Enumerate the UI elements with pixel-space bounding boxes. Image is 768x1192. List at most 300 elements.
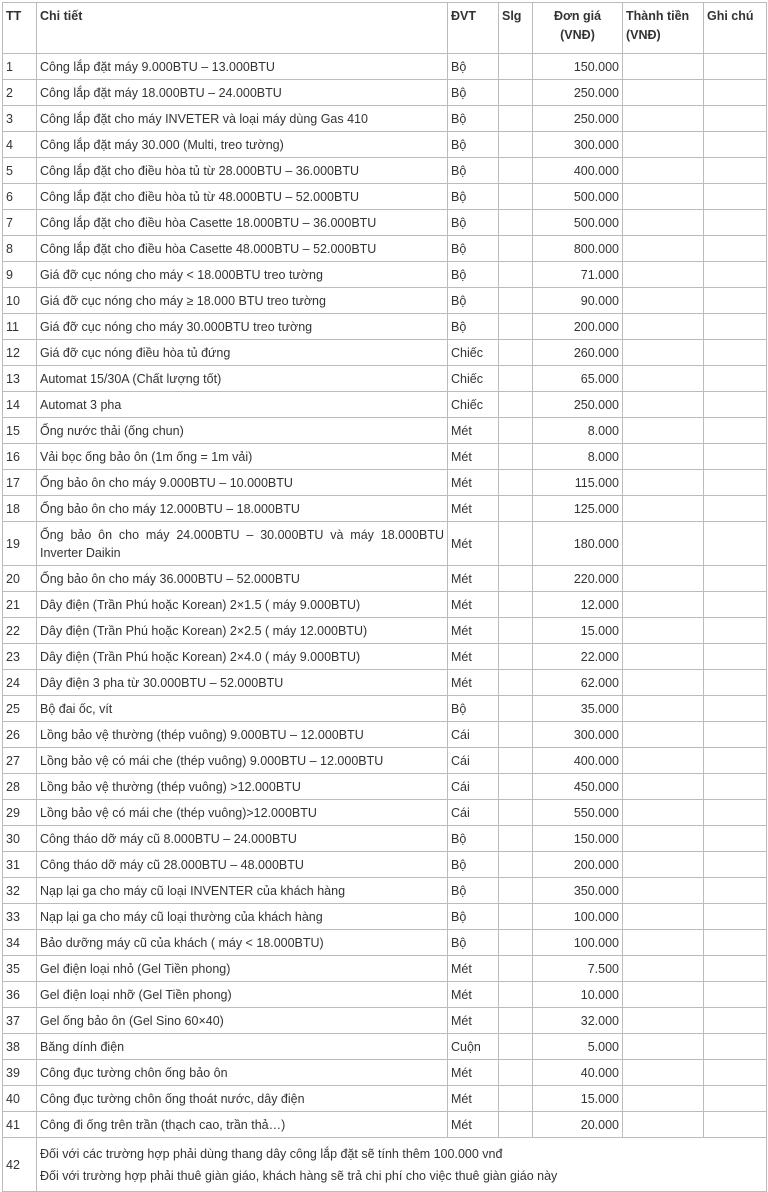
row-note [704, 132, 767, 158]
row-price: 800.000 [533, 236, 623, 262]
row-price: 220.000 [533, 566, 623, 592]
row-total [623, 444, 704, 470]
col-header-unit: ĐVT [448, 3, 499, 54]
row-qty [499, 210, 533, 236]
row-tt: 10 [3, 288, 37, 314]
row-qty [499, 644, 533, 670]
row-price: 180.000 [533, 522, 623, 566]
row-tt: 14 [3, 392, 37, 418]
row-tt: 5 [3, 158, 37, 184]
row-total [623, 470, 704, 496]
row-unit: Bộ [448, 262, 499, 288]
row-total [623, 566, 704, 592]
row-detail: Công đục tường chôn ống bảo ôn [37, 1060, 448, 1086]
row-detail: Bảo dưỡng máy cũ của khách ( máy < 18.000BTU) [37, 930, 448, 956]
row-total [623, 748, 704, 774]
row-tt: 31 [3, 852, 37, 878]
row-total [623, 982, 704, 1008]
row-detail: Dây điện (Trần Phú hoặc Korean) 2×2.5 ( máy 12.000BTU) [37, 618, 448, 644]
row-unit: Bộ [448, 314, 499, 340]
row-total [623, 236, 704, 262]
row-detail: Gel điện loại nhỏ (Gel Tiền phong) [37, 956, 448, 982]
row-price: 15.000 [533, 1086, 623, 1112]
row-tt: 12 [3, 340, 37, 366]
row-unit: Bộ [448, 132, 499, 158]
row-tt: 42 [3, 1138, 37, 1192]
row-note [704, 288, 767, 314]
row-unit: Bộ [448, 878, 499, 904]
row-unit: Cái [448, 774, 499, 800]
row-unit: Mét [448, 1112, 499, 1138]
row-tt: 15 [3, 418, 37, 444]
row-price: 500.000 [533, 184, 623, 210]
row-note [704, 1008, 767, 1034]
row-unit: Mét [448, 444, 499, 470]
row-price: 300.000 [533, 722, 623, 748]
row-note [704, 314, 767, 340]
row-qty [499, 904, 533, 930]
row-detail: Băng dính điện [37, 1034, 448, 1060]
row-note [704, 262, 767, 288]
row-note [704, 1112, 767, 1138]
table-row [3, 1112, 767, 1138]
row-qty [499, 878, 533, 904]
note-line-ladder: Đối với các trường hợp phải dùng thang dây công lắp đặt sẽ tính thêm 100.000 vnđ [40, 1146, 503, 1161]
row-price: 450.000 [533, 774, 623, 800]
row-price: 250.000 [533, 106, 623, 132]
row-note [704, 956, 767, 982]
row-qty [499, 722, 533, 748]
row-detail: Công lắp đặt cho điều hòa Casette 18.000BTU – 36.000BTU [37, 210, 448, 236]
row-qty [499, 1112, 533, 1138]
row-unit: Bộ [448, 106, 499, 132]
table-row [3, 54, 767, 80]
row-total [623, 956, 704, 982]
row-tt: 23 [3, 644, 37, 670]
row-total [623, 644, 704, 670]
row-detail: Công lắp đặt cho điều hòa Casette 48.000BTU – 52.000BTU [37, 236, 448, 262]
table-row [3, 470, 767, 496]
row-detail: Công lắp đặt máy 18.000BTU – 24.000BTU [37, 80, 448, 106]
row-qty [499, 670, 533, 696]
row-detail: Vải bọc ống bảo ôn (1m ống = 1m vải) [37, 444, 448, 470]
row-total [623, 54, 704, 80]
row-price: 115.000 [533, 470, 623, 496]
row-tt: 7 [3, 210, 37, 236]
col-header-total: Thành tiền (VNĐ) [623, 3, 704, 54]
row-total [623, 340, 704, 366]
row-note [704, 418, 767, 444]
row-note [704, 826, 767, 852]
row-detail: Nạp lại ga cho máy cũ loại thường của khách hàng [37, 904, 448, 930]
row-note [704, 340, 767, 366]
row-note [704, 722, 767, 748]
row-tt: 21 [3, 592, 37, 618]
row-unit: Bộ [448, 184, 499, 210]
row-tt: 4 [3, 132, 37, 158]
row-qty [499, 774, 533, 800]
row-total [623, 418, 704, 444]
row-total [623, 1034, 704, 1060]
row-tt: 8 [3, 236, 37, 262]
row-total [623, 496, 704, 522]
row-tt: 35 [3, 956, 37, 982]
row-detail: Ống bảo ôn cho máy 36.000BTU – 52.000BTU [37, 566, 448, 592]
row-unit: Mét [448, 522, 499, 566]
row-unit: Bộ [448, 904, 499, 930]
row-unit: Chiếc [448, 340, 499, 366]
row-unit: Bộ [448, 852, 499, 878]
row-unit: Mét [448, 1086, 499, 1112]
col-header-detail: Chi tiết [37, 3, 448, 54]
table-row [3, 288, 767, 314]
row-note [704, 522, 767, 566]
row-tt: 30 [3, 826, 37, 852]
col-header-tt: TT [3, 3, 37, 54]
row-qty [499, 956, 533, 982]
row-unit: Chiếc [448, 366, 499, 392]
row-tt: 32 [3, 878, 37, 904]
row-tt: 11 [3, 314, 37, 340]
row-detail: Dây điện (Trần Phú hoặc Korean) 2×4.0 ( máy 9.000BTU) [37, 644, 448, 670]
row-note [704, 184, 767, 210]
table-row [3, 184, 767, 210]
row-price: 200.000 [533, 314, 623, 340]
note-cell [37, 1138, 767, 1192]
row-qty [499, 1008, 533, 1034]
row-unit: Mét [448, 956, 499, 982]
header-row [3, 3, 767, 54]
row-detail: Giá đỡ cục nóng điều hòa tủ đứng [37, 340, 448, 366]
row-detail: Dây điện 3 pha từ 30.000BTU – 52.000BTU [37, 670, 448, 696]
row-price: 32.000 [533, 1008, 623, 1034]
row-note [704, 618, 767, 644]
row-qty [499, 982, 533, 1008]
row-total [623, 1112, 704, 1138]
row-detail: Công lắp đặt cho điều hòa tủ từ 48.000BTU – 52.000BTU [37, 184, 448, 210]
row-price: 12.000 [533, 592, 623, 618]
row-total [623, 210, 704, 236]
row-tt: 13 [3, 366, 37, 392]
row-qty [499, 592, 533, 618]
row-unit: Cái [448, 800, 499, 826]
row-qty [499, 184, 533, 210]
row-total [623, 262, 704, 288]
row-price: 150.000 [533, 54, 623, 80]
row-note [704, 696, 767, 722]
row-total [623, 592, 704, 618]
row-note [704, 852, 767, 878]
row-price: 550.000 [533, 800, 623, 826]
row-unit: Cái [448, 722, 499, 748]
row-qty [499, 132, 533, 158]
row-detail: Giá đỡ cục nóng cho máy < 18.000BTU treo tường [37, 262, 448, 288]
row-total [623, 670, 704, 696]
row-tt: 1 [3, 54, 37, 80]
row-note [704, 210, 767, 236]
row-note [704, 1034, 767, 1060]
row-unit: Mét [448, 1060, 499, 1086]
table-row [3, 444, 767, 470]
row-detail: Giá đỡ cục nóng cho máy ≥ 18.000 BTU treo tường [37, 288, 448, 314]
row-detail: Công lắp đặt máy 9.000BTU – 13.000BTU [37, 54, 448, 80]
table-row [3, 904, 767, 930]
col-header-qty: Slg [499, 3, 533, 54]
row-detail: Lồng bảo vệ có mái che (thép vuông)>12.000BTU [37, 800, 448, 826]
table-row [3, 1086, 767, 1112]
row-note [704, 496, 767, 522]
row-qty [499, 314, 533, 340]
table-row [3, 592, 767, 618]
row-note [704, 904, 767, 930]
row-total [623, 904, 704, 930]
row-tt: 33 [3, 904, 37, 930]
table-row [3, 696, 767, 722]
table-row [3, 1034, 767, 1060]
row-price: 150.000 [533, 826, 623, 852]
row-price: 40.000 [533, 1060, 623, 1086]
row-detail: Công lắp đặt cho máy INVETER và loại máy dùng Gas 410 [37, 106, 448, 132]
row-price: 22.000 [533, 644, 623, 670]
row-price: 400.000 [533, 748, 623, 774]
row-detail: Công tháo dỡ máy cũ 28.000BTU – 48.000BTU [37, 852, 448, 878]
row-detail: Bộ đai ốc, vít [37, 696, 448, 722]
row-qty [499, 800, 533, 826]
row-unit: Bộ [448, 236, 499, 262]
row-price: 300.000 [533, 132, 623, 158]
row-note [704, 982, 767, 1008]
row-detail: Công lắp đặt cho điều hòa tủ từ 28.000BTU – 36.000BTU [37, 158, 448, 184]
row-qty [499, 930, 533, 956]
row-note [704, 80, 767, 106]
table-row [3, 982, 767, 1008]
row-unit: Mét [448, 644, 499, 670]
row-note [704, 800, 767, 826]
row-note [704, 748, 767, 774]
row-total [623, 930, 704, 956]
row-note [704, 930, 767, 956]
row-price: 35.000 [533, 696, 623, 722]
row-unit: Bộ [448, 288, 499, 314]
row-tt: 26 [3, 722, 37, 748]
row-unit: Mét [448, 618, 499, 644]
row-price: 400.000 [533, 158, 623, 184]
row-total [623, 826, 704, 852]
row-price: 125.000 [533, 496, 623, 522]
row-total [623, 852, 704, 878]
table-row [3, 1008, 767, 1034]
row-detail: Gel điện loại nhỡ (Gel Tiền phong) [37, 982, 448, 1008]
row-qty [499, 618, 533, 644]
row-note [704, 106, 767, 132]
row-note [704, 774, 767, 800]
row-total [623, 1008, 704, 1034]
table-row [3, 566, 767, 592]
row-qty [499, 748, 533, 774]
row-unit: Bộ [448, 54, 499, 80]
row-qty [499, 826, 533, 852]
row-total [623, 774, 704, 800]
row-tt: 18 [3, 496, 37, 522]
table-row [3, 496, 767, 522]
row-total [623, 288, 704, 314]
table-row [3, 800, 767, 826]
row-price: 5.000 [533, 1034, 623, 1060]
col-header-note: Ghi chú [704, 3, 767, 54]
row-tt: 20 [3, 566, 37, 592]
row-tt: 16 [3, 444, 37, 470]
row-detail: Nạp lại ga cho máy cũ loại INVENTER của khách hàng [37, 878, 448, 904]
row-qty [499, 696, 533, 722]
price-table [2, 2, 767, 1192]
row-unit: Mét [448, 670, 499, 696]
row-unit: Bộ [448, 80, 499, 106]
row-price: 90.000 [533, 288, 623, 314]
row-detail: Giá đỡ cục nóng cho máy 30.000BTU treo tường [37, 314, 448, 340]
row-unit: Chiếc [448, 392, 499, 418]
table-row [3, 262, 767, 288]
row-note [704, 366, 767, 392]
row-price: 62.000 [533, 670, 623, 696]
row-tt: 19 [3, 522, 37, 566]
row-detail: Ống nước thải (ống chun) [37, 418, 448, 444]
row-unit: Bộ [448, 930, 499, 956]
row-qty [499, 522, 533, 566]
table-row [3, 930, 767, 956]
table-row [3, 774, 767, 800]
row-price: 250.000 [533, 392, 623, 418]
row-tt: 37 [3, 1008, 37, 1034]
row-qty [499, 418, 533, 444]
row-tt: 41 [3, 1112, 37, 1138]
row-qty [499, 444, 533, 470]
row-tt: 40 [3, 1086, 37, 1112]
row-total [623, 132, 704, 158]
row-note [704, 878, 767, 904]
row-detail: Lồng bảo vệ thường (thép vuông) 9.000BTU – 12.000BTU [37, 722, 448, 748]
table-body [3, 54, 767, 1192]
row-qty [499, 288, 533, 314]
table-row [3, 852, 767, 878]
row-price: 250.000 [533, 80, 623, 106]
table-row [3, 418, 767, 444]
row-qty [499, 54, 533, 80]
row-tt: 3 [3, 106, 37, 132]
col-header-price: Đơn giá (VNĐ) [533, 3, 623, 54]
row-total [623, 366, 704, 392]
row-price: 65.000 [533, 366, 623, 392]
row-qty [499, 470, 533, 496]
row-total [623, 800, 704, 826]
table-row [3, 618, 767, 644]
row-qty [499, 1034, 533, 1060]
table-row [3, 314, 767, 340]
table-row [3, 722, 767, 748]
row-note [704, 1060, 767, 1086]
row-tt: 34 [3, 930, 37, 956]
row-qty [499, 366, 533, 392]
row-total [623, 618, 704, 644]
row-note [704, 670, 767, 696]
row-qty [499, 566, 533, 592]
row-note [704, 1086, 767, 1112]
row-qty [499, 1086, 533, 1112]
row-price: 260.000 [533, 340, 623, 366]
row-total [623, 722, 704, 748]
row-note [704, 54, 767, 80]
row-detail: Công đục tường chôn ống thoát nước, dây điện [37, 1086, 448, 1112]
table-row [3, 956, 767, 982]
row-unit: Mét [448, 982, 499, 1008]
row-total [623, 1086, 704, 1112]
row-price: 8.000 [533, 444, 623, 470]
table-row [3, 644, 767, 670]
row-qty [499, 158, 533, 184]
row-price: 350.000 [533, 878, 623, 904]
table-row [3, 158, 767, 184]
row-qty [499, 80, 533, 106]
row-unit: Bộ [448, 826, 499, 852]
row-qty [499, 106, 533, 132]
row-price: 15.000 [533, 618, 623, 644]
row-detail: Dây điện (Trần Phú hoặc Korean) 2×1.5 ( máy 9.000BTU) [37, 592, 448, 618]
row-detail: Gel ống bảo ôn (Gel Sino 60×40) [37, 1008, 448, 1034]
row-tt: 24 [3, 670, 37, 696]
table-row [3, 106, 767, 132]
table-row-note [3, 1138, 767, 1192]
table-row [3, 366, 767, 392]
row-note [704, 236, 767, 262]
row-total [623, 158, 704, 184]
table-row [3, 1060, 767, 1086]
row-tt: 6 [3, 184, 37, 210]
table-row [3, 340, 767, 366]
row-price: 7.500 [533, 956, 623, 982]
row-unit: Bộ [448, 210, 499, 236]
row-note [704, 158, 767, 184]
row-price: 500.000 [533, 210, 623, 236]
row-total [623, 878, 704, 904]
row-qty [499, 1060, 533, 1086]
row-detail: Ống bảo ôn cho máy 12.000BTU – 18.000BTU [37, 496, 448, 522]
row-tt: 2 [3, 80, 37, 106]
table-row [3, 670, 767, 696]
row-tt: 25 [3, 696, 37, 722]
row-tt: 27 [3, 748, 37, 774]
row-price: 71.000 [533, 262, 623, 288]
row-note [704, 392, 767, 418]
row-total [623, 314, 704, 340]
row-qty [499, 262, 533, 288]
row-qty [499, 496, 533, 522]
row-tt: 9 [3, 262, 37, 288]
row-tt: 17 [3, 470, 37, 496]
row-unit: Mét [448, 496, 499, 522]
row-detail: Lồng bảo vệ có mái che (thép vuông) 9.000BTU – 12.000BTU [37, 748, 448, 774]
table-row [3, 748, 767, 774]
row-unit: Bộ [448, 696, 499, 722]
row-detail: Automat 3 pha [37, 392, 448, 418]
row-price: 100.000 [533, 930, 623, 956]
row-tt: 39 [3, 1060, 37, 1086]
row-note [704, 592, 767, 618]
row-price: 8.000 [533, 418, 623, 444]
row-total [623, 696, 704, 722]
row-note [704, 470, 767, 496]
row-detail: Ống bảo ôn cho máy 24.000BTU – 30.000BTU và máy 18.000BTU Inverter Daikin [37, 522, 448, 566]
row-note [704, 444, 767, 470]
row-detail: Công lắp đặt máy 30.000 (Multi, treo tường) [37, 132, 448, 158]
